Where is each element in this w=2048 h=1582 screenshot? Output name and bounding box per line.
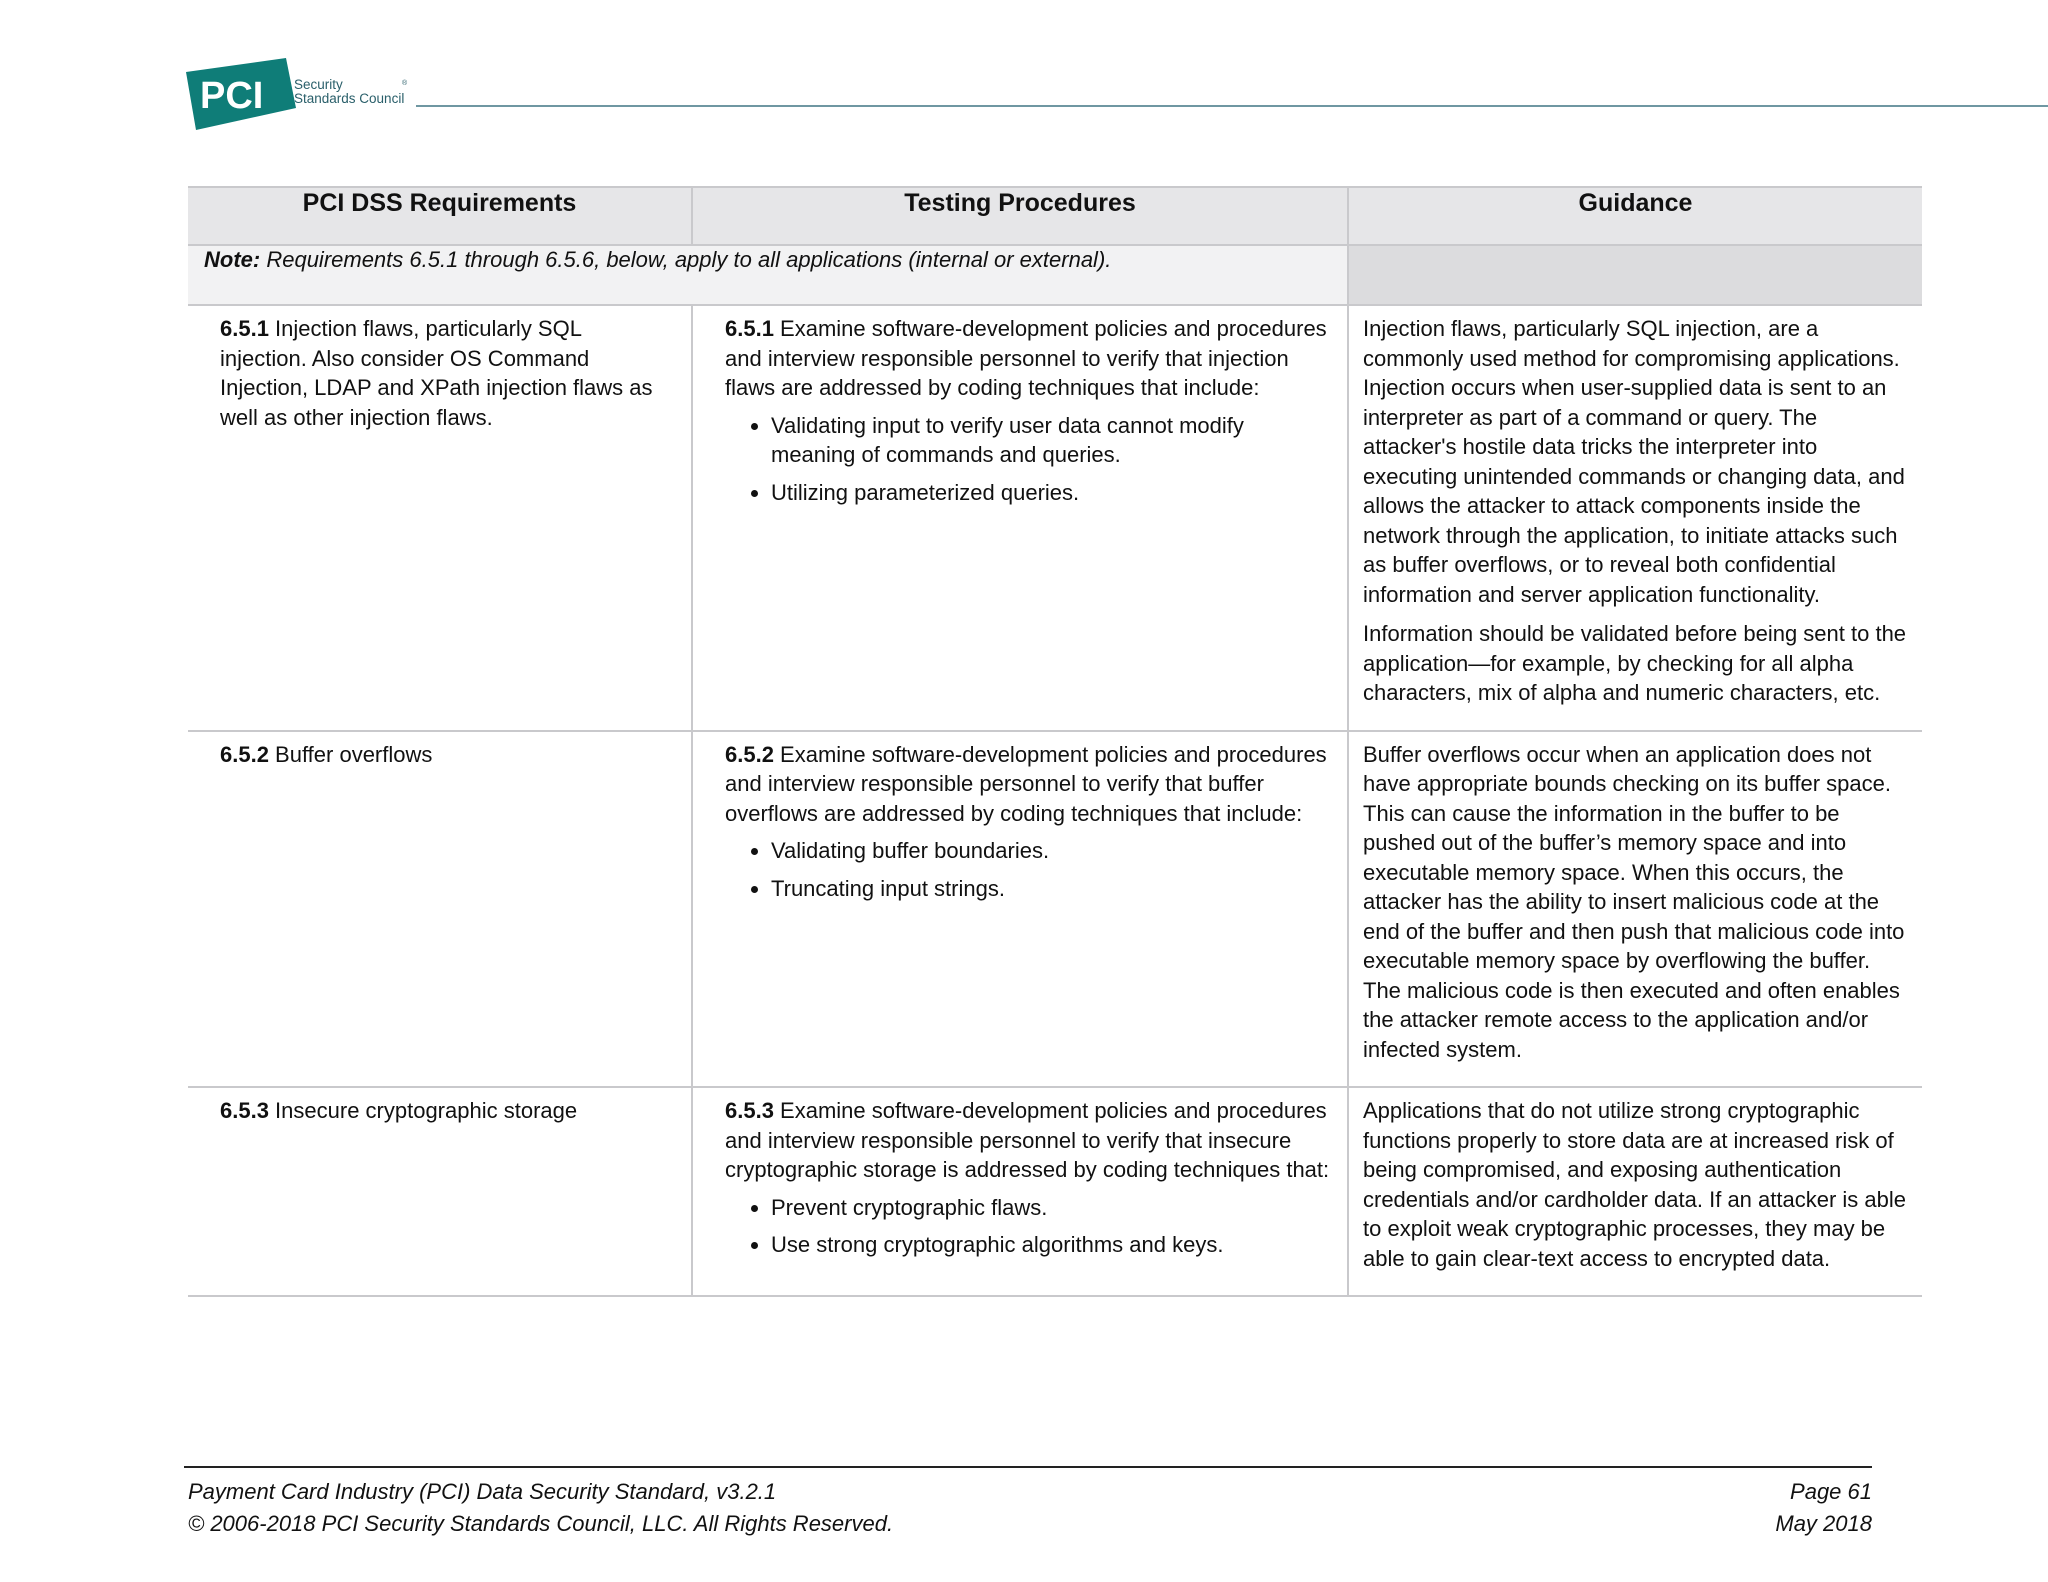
testing-cell bbox=[692, 305, 1348, 731]
table-row bbox=[188, 305, 1922, 731]
testing-cell bbox=[692, 731, 1348, 1088]
bullet-item: • Use strong cryptographic algorithms and keys. bbox=[771, 1230, 1331, 1260]
footer-right bbox=[1775, 1476, 1872, 1540]
guidance-paragraph: Buffer overflows occur when an application does not have appropriate bounds checking on its buffer space. This can cause the information in the buffer to be pushed out of the buffer’s memory space and into executable memory space. When this occurs, the attacker has the ability to insert malicious code at the end of the buffer and then push that malicious code into executable memory space by overflowing the buffer. The malicious code is then executed and often enables the attacker remote access to the application and/or infected system. bbox=[1363, 741, 1905, 1062]
requirements-table bbox=[188, 186, 1922, 1297]
testing-bullets bbox=[725, 411, 1331, 508]
guidance-cell bbox=[1348, 1087, 1922, 1296]
note-empty-cell bbox=[1348, 245, 1922, 305]
bullet-item: • Validating input to verify user data cannot modify meaning of commands and queries. bbox=[771, 411, 1331, 470]
testing-text: Examine software-development policies and procedures and interview responsible personnel to verify that injection flaws are addressed by coding techniques that include: bbox=[725, 316, 1327, 400]
page-header bbox=[186, 58, 1886, 138]
logo-line2: Standards Council bbox=[294, 91, 405, 106]
testing-text: Examine software-development policies and procedures and interview responsible personnel to verify that buffer overflows are addressed by coding techniques that include: bbox=[725, 741, 1327, 826]
footer-date: May 2018 bbox=[1775, 1511, 1872, 1536]
testing-bullets bbox=[725, 836, 1331, 903]
logo-line1: Security bbox=[294, 77, 343, 92]
registered-mark: ® bbox=[402, 80, 408, 87]
table-header-row bbox=[188, 187, 1922, 245]
pci-logo-icon bbox=[186, 58, 296, 130]
note-cell bbox=[188, 245, 1348, 305]
header-rule bbox=[416, 105, 2048, 107]
bullet-item: • Truncating input strings. bbox=[771, 874, 1331, 904]
guidance-cell bbox=[1348, 731, 1922, 1088]
note-row bbox=[188, 245, 1922, 305]
footer-copyright: © 2006-2018 PCI Security Standards Council, LLC. All Rights Reserved. bbox=[188, 1511, 894, 1536]
logo-wordmark bbox=[294, 78, 404, 106]
guidance-paragraph: Information should be validated before being sent to the application—for example, by checking for all alpha characters, mix of alpha and numeric characters, etc. bbox=[1363, 621, 1907, 705]
requirement-cell bbox=[188, 731, 692, 1088]
testing-text: Examine software-development policies and procedures and interview responsible personnel to verify that insecure cryptographic storage is addressed by coding techniques that: bbox=[725, 1098, 1330, 1182]
guidance-cell bbox=[1348, 305, 1922, 731]
note-text: Requirements 6.5.1 through 6.5.6, below, apply to all applications (internal or external). bbox=[260, 247, 1112, 272]
requirement-cell bbox=[188, 305, 692, 731]
testing-cell bbox=[692, 1087, 1348, 1296]
requirement-number: 6.5.1 bbox=[220, 316, 269, 341]
bullet-item: • Validating buffer boundaries. bbox=[771, 836, 1331, 866]
column-header-guidance: Guidance bbox=[1348, 187, 1922, 245]
testing-number: 6.5.3 bbox=[725, 1098, 774, 1123]
svg-text:PCI: PCI bbox=[200, 75, 264, 117]
guidance-paragraph: Applications that do not utilize strong cryptographic functions properly to store data are at increased risk of being compromised, and exposing authentication credentials and/or cardholder data. If an attacker is able to exploit weak cryptographic processes, they may be able to gain clear-text access to encrypted data. bbox=[1363, 1098, 1906, 1271]
footer-standard-title: Payment Card Industry (PCI) Data Security Standard, v3.2.1 bbox=[188, 1479, 777, 1504]
footer-left bbox=[188, 1476, 893, 1540]
note-label: Note: bbox=[204, 247, 261, 272]
requirement-text: Insecure cryptographic storage bbox=[268, 1098, 578, 1123]
requirement-number: 6.5.2 bbox=[220, 741, 269, 767]
guidance-paragraph: Injection flaws, particularly SQL injection, are a commonly used method for compromising applications. Injection occurs when user-supplied data is sent to an interpreter as part of a command or query. The attacker's hostile data tricks the interpreter into executing unintended commands or changing data, and allows the attacker to attack components inside the network through the application, to initiate attacks such as buffer overflows, or to reveal both confidential information and server application functionality. bbox=[1363, 316, 1905, 607]
bullet-item: • Utilizing parameterized queries. bbox=[771, 478, 1331, 508]
requirement-number: 6.5.3 bbox=[220, 1098, 269, 1123]
testing-number: 6.5.1 bbox=[725, 316, 774, 341]
footer-rule bbox=[184, 1466, 1872, 1468]
page-footer bbox=[184, 1466, 1872, 1536]
column-header-testing: Testing Procedures bbox=[692, 187, 1348, 245]
requirement-text: Injection flaws, particularly SQL injection. Also consider OS Command Injection, LDAP and XPath injection flaws as well as other injection flaws. bbox=[220, 316, 653, 430]
footer-page-number: Page 61 bbox=[1790, 1479, 1872, 1504]
testing-number: 6.5.2 bbox=[725, 741, 774, 767]
requirement-text: Buffer overflows bbox=[268, 741, 433, 767]
requirement-cell bbox=[188, 1087, 692, 1296]
bullet-item: • Prevent cryptographic flaws. bbox=[771, 1193, 1331, 1223]
testing-bullets bbox=[725, 1193, 1331, 1260]
table-row bbox=[188, 731, 1922, 1088]
column-header-requirements: PCI DSS Requirements bbox=[188, 187, 692, 245]
table-row bbox=[188, 1087, 1922, 1296]
pci-logo bbox=[186, 58, 426, 130]
